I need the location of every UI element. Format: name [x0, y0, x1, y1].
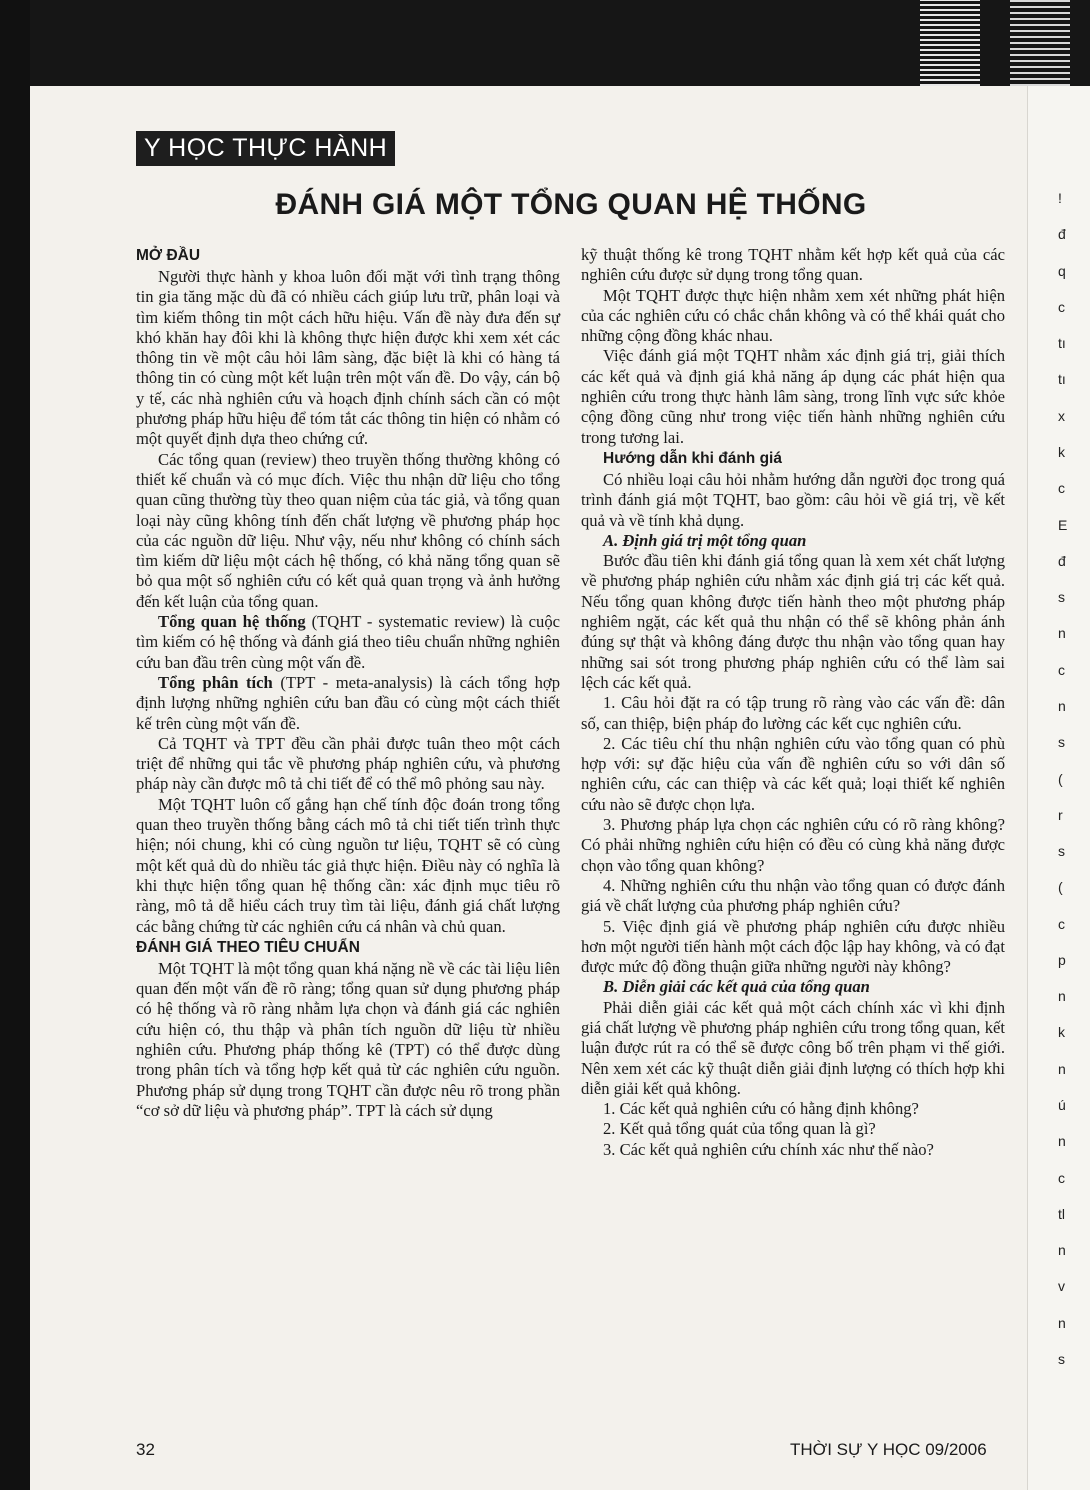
heading-criteria: ĐÁNH GIÁ THEO TIÊU CHUẨN: [136, 938, 360, 956]
question-item: 2. Kết quả tổng quát của tổng quan là gì?: [603, 1119, 876, 1139]
next-page-margin-strip: [1027, 86, 1090, 1490]
paragraph: Các tổng quan (review) theo truyền thống thường không có thiết kế chuẩn và có mục đích. Việc thu nhận dữ liệu cho tổng quan cũng thường tùy theo quan niệm của tác giả, và tổng quan loại này cũng không tính đến chất lượng về phương pháp học của các nguồn dữ liệu. Như vậy, nếu như không có chính sách tìm kiếm dữ liệu một cách hệ thống, có khả năng tổng quan sẽ bỏ qua một số nghiên cứu có kết quả quan trọng và ảnh hưởng đến kết luận của tổng quan.: [136, 449, 560, 611]
question-item: 3. Các kết quả nghiên cứu chính xác như thế nào?: [603, 1139, 934, 1159]
section-badge: Y HỌC THỰC HÀNH: [136, 131, 395, 166]
margin-letter: c: [1058, 480, 1065, 496]
paragraph: Cả TQHT và TPT đều cần phải được tuân theo một cách triệt để những qui tắc về phương pháp nghiên cứu, và phương pháp này cần được mô tả chi tiết để có thể mô phỏng sau này.: [136, 733, 560, 794]
header-stripe-decoration: [920, 0, 980, 86]
paragraph-definition: [136, 612, 560, 673]
heading-guide: Hướng dẫn khi đánh giá: [603, 449, 782, 467]
margin-letter: q: [1058, 263, 1066, 279]
term: Tổng quan hệ thống: [158, 612, 306, 632]
margin-letter: p: [1058, 952, 1066, 968]
margin-letter: v: [1058, 1278, 1065, 1294]
paragraph: Phải diễn giải các kết quả một cách chính xác vì khi định giá chất lượng về phương pháp nghiên cứu trong tổng quan, kết luận được rút ra có thể sẽ được công bố trên phạm vi thế giới. Nên xem xét các kỹ thuật diễn giải định lượng có thích hợp khi diễn giải kết quả không.: [581, 997, 1005, 1098]
margin-letter: E: [1058, 517, 1068, 533]
margin-letter: n: [1058, 698, 1066, 714]
term: Tổng phân tích: [158, 672, 273, 692]
margin-letter: c: [1058, 916, 1065, 932]
margin-letter: n: [1058, 625, 1066, 641]
header-stripe-decoration-right: [1010, 0, 1070, 86]
paragraph: Việc đánh giá một TQHT nhằm xác định giá trị, giải thích các kết quả và định giá khả năng áp dụng các phát hiện qua nghiên cứu trong thực hành lâm sàng, trong lĩnh vực sức khỏe cộng đồng cũng như trong việc tiến hành những nghiên cứu trong tương lai.: [581, 346, 1005, 447]
left-scan-edge: [0, 0, 30, 1490]
margin-letter: s: [1058, 1351, 1065, 1367]
margin-letter: (: [1058, 879, 1063, 895]
margin-letter: x: [1058, 408, 1065, 424]
margin-letter: c: [1058, 1170, 1065, 1186]
page-number: 32: [136, 1440, 155, 1459]
article-title: ĐÁNH GIÁ MỘT TỔNG QUAN HỆ THỐNG: [275, 188, 867, 221]
paragraph: Một TQHT được thực hiện nhằm xem xét những phát hiện của các nghiên cứu có chắc chắn không và có thể khái quát cho những cộng đồng khác nhau.: [581, 285, 1005, 346]
subheading-a: A. Định giá trị một tổng quan: [603, 530, 807, 550]
question-item: 1. Các kết quả nghiên cứu có hằng định không?: [603, 1099, 919, 1119]
paragraph-definition: [136, 673, 560, 734]
margin-letter: tl: [1058, 1206, 1065, 1222]
margin-letter: k: [1058, 1024, 1065, 1040]
question-item: 2. Các tiêu chí thu nhận nghiên cứu vào tổng quan có phù hợp với: sự đặc hiệu của vấn đề nghiên cứu so với dân số nghiên cứu, các can thiệp và các kết quả; loại thiết kế nghiên cứu nào sẽ được chọn lựa.: [581, 733, 1005, 814]
question-item: 4. Những nghiên cứu thu nhận vào tổng quan có được đánh giá về chất lượng của phương pháp nghiên cứu?: [581, 875, 1005, 916]
margin-letter: n: [1058, 1242, 1066, 1258]
margin-letter: s: [1058, 734, 1065, 750]
subheading-b: B. Diễn giải các kết quả của tổng quan: [603, 977, 870, 997]
margin-letter: r: [1058, 807, 1063, 823]
margin-letter: n: [1058, 1315, 1066, 1331]
question-item: 5. Việc định giá về phương pháp nghiên cứu được nhiều hơn một người tiến hành một cách độc lập hay không, và có đạt được mức độ đồng thuận giữa những người này không?: [581, 916, 1005, 977]
question-item: 3. Phương pháp lựa chọn các nghiên cứu có rõ ràng không? Có phải những nghiên cứu hiện có đều có cùng khả năng được chọn vào tổng quan không?: [581, 815, 1005, 875]
margin-letter: c: [1058, 662, 1065, 678]
paragraph: Có nhiều loại câu hỏi nhằm hướng dẫn người đọc trong quá trình đánh giá một TQHT, bao gồm: câu hỏi về giá trị, về kết quả và về tính khả dụng.: [581, 469, 1005, 530]
journal-issue: THỜI SỰ Y HỌC 09/2006: [790, 1440, 987, 1459]
margin-letter: n: [1058, 1133, 1066, 1149]
question-item: 1. Câu hỏi đặt ra có tập trung rõ ràng vào các vấn đề: dân số, can thiệp, biện pháp đo lường các kết cục nghiên cứu.: [581, 693, 1005, 733]
definition-text: (TQHT - systematic review) là cuộc tìm kiếm có hệ thống và đánh giá theo tiêu chuẩn những nghiên cứu ban đầu trên cùng một vấn đề.: [136, 612, 560, 672]
margin-letter: đ: [1058, 226, 1066, 242]
right-column: [581, 245, 1005, 1160]
paragraph: Bước đầu tiên khi đánh giá tổng quan là xem xét chất lượng về phương pháp nghiên cứu nhằm xác định giá trị các kết quả. Nếu tổng quan không được tiến hành theo một phương pháp nghiêm ngặt, các kết quả thu nhận có thể sẽ không phản ánh đúng sự thật và không đáng được thu nhận vào tổng quan hay những sai sót trong phương pháp nghiên cứu có thể làm sai lệch các kết quả.: [581, 551, 1005, 692]
heading-intro: MỞ ĐẦU: [136, 247, 201, 264]
definition-text: (TPT - meta-analysis) là cách tổng hợp định lượng những nghiên cứu ban đầu có cùng một cách thiết kế trên cùng một vấn đề.: [136, 672, 560, 733]
left-column: [136, 245, 560, 1121]
margin-letter: tı: [1058, 335, 1066, 351]
margin-letter: s: [1058, 843, 1065, 859]
margin-letter: s: [1058, 589, 1065, 605]
margin-letter: k: [1058, 444, 1065, 460]
margin-letter: (: [1058, 771, 1063, 787]
paragraph: Người thực hành y khoa luôn đối mặt với tình trạng thông tin gia tăng mặc dù đã có nhiều cách giúp lưu trữ, phân loại và tìm kiếm thông tin một cách hữu hiệu. Vấn đề này đưa đến sự khó khăn hay đôi khi là không thực hiện được khi xem xét các thông tin về một câu hỏi lâm sàng, đặc biệt là khi có hàng tá thông tin có cùng một kết luận trên một vấn đề. Do vậy, cán bộ y tế, các nhà nghiên cứu và hoạch định chính sách cần có một phương pháp hữu hiệu để tóm tắt các thông tin hiện có nhằm có một quyết định dựa theo chứng cứ.: [136, 267, 560, 449]
paragraph: Một TQHT là một tổng quan khá nặng nề về các tài liệu liên quan đến một vấn đề rõ ràng; tổng quan sử dụng phương pháp có hệ thống và rõ ràng nhằm lựa chọn và đánh giá các nghiên cứu hiện có, thu thập và phân tích nguồn dữ liệu từ nhiều nghiên cứu. Phương pháp thống kê (TPT) có thể được dùng trong phân tích và tổng hợp kết quả từ các nghiên cứu nguồn. Phương pháp sử dụng trong TQHT cần được nêu rõ trong phần “cơ sở dữ liệu và phương pháp”. TPT là cách sử dụng: [136, 958, 560, 1120]
margin-letter: !: [1058, 190, 1062, 206]
margin-letter: ú: [1058, 1097, 1066, 1113]
margin-letter: n: [1058, 1061, 1066, 1077]
margin-letter: n: [1058, 988, 1066, 1004]
paragraph: kỹ thuật thống kê trong TQHT nhằm kết hợp kết quả của các nghiên cứu được sử dụng trong tổng quan.: [581, 245, 1005, 285]
margin-letter: đ: [1058, 553, 1066, 569]
margin-letter: tı: [1058, 371, 1066, 387]
margin-letter: c: [1058, 299, 1065, 315]
paragraph: Một TQHT luôn cố gắng hạn chế tính độc đoán trong tổng quan theo truyền thống bằng cách mô tả chi tiết tiến trình thực hiện; nói chung, khi có cùng nguồn tư liệu, TQHT sẽ có cùng một kết quả dù do nhiều tác giả thực hiện. Điều này có nghĩa là khi thực hiện tổng quan hệ thống cần: xác định mục tiêu rõ ràng, mô tả dễ hiểu cách truy tìm tài liệu, đánh giá chất lượng các bằng chứng từ các nghiên cứu cá nhân và chủ quan.: [136, 794, 560, 936]
